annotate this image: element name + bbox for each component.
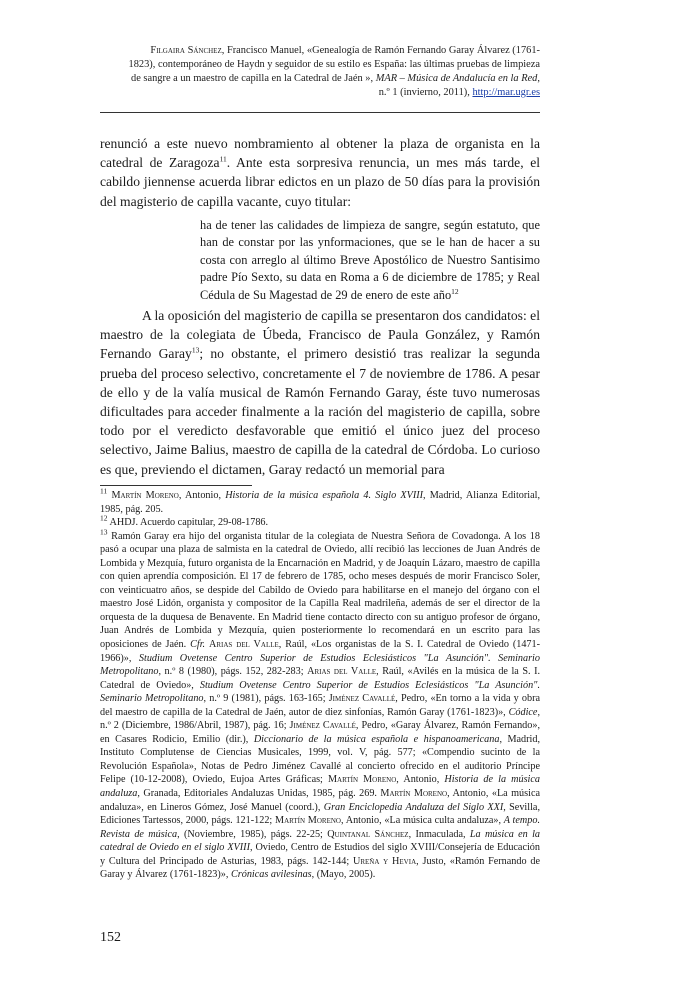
fn13-text: , Sevilla, Ediciones Tartessos, 2000, págs. 121-122; xyxy=(100,801,540,827)
paragraph-1-text-a: renunció a este nuevo nombramiento al obtener la plaza de organista en la catedral de Zaragoza xyxy=(100,136,540,171)
footnote-11-author: Martín Moreno xyxy=(111,490,179,501)
footnote-12 xyxy=(100,513,540,530)
fn13-text: , n.º 9 (1981), págs. 163-165; xyxy=(203,693,329,705)
footnote-13-number: 13 xyxy=(100,527,108,537)
fn13-title: Diccionario de la música española e hispanoamericana xyxy=(253,733,500,745)
footnote-12-number: 12 xyxy=(100,513,108,523)
fn13-title: Gran Enciclopedia Andaluza del Siglo XXI xyxy=(323,801,504,813)
paragraph-1-text-b: . Ante esta sorpresiva renuncia, un mes más tarde, el cabildo jiennense acuerda librar edictos en un plazo de 50 días para la provisión del magisterio de capilla vacante, cuyo titular: xyxy=(100,155,541,209)
journal-link[interactable]: http://mar.ugr.es xyxy=(472,87,540,98)
fn13-text: , Granada, Editoriales Andaluzas Unidas, 1985, pág. 269. xyxy=(137,788,381,800)
header-line2: 1823), contemporáneo de Haydn y seguidor de su estilo es España: las últimas pruebas de limpieza xyxy=(128,59,540,70)
fn13-text: , Antonio, «La música andaluza», en Lineros Gómez, José Manuel (coord.), xyxy=(100,788,540,813)
fn13-text: , Antonio, xyxy=(396,774,445,786)
fn13-text: , n.º 8 (1980), págs. 152, 282-283; xyxy=(158,666,308,678)
fn13-title: Historia de la música andaluza xyxy=(100,774,540,800)
paragraph-2-text-a: A la oposición del magisterio de capilla se presentaron dos candidatos: el maestro de la colegiata de Úbeda, Francisco de Paula González, y Ramón Fernando Garay xyxy=(100,308,540,362)
fn13-text: , Justo, «Ramón Fernando de Garay y Álvarez (1761-1823)», xyxy=(100,855,541,881)
footnote-11-text-b: , Madrid, Alianza Editorial, 1985, pág. 205. xyxy=(100,490,541,515)
fn13-title: La música en la catedral de Oviedo en el siglo XVIII xyxy=(100,828,541,854)
paragraph-2 xyxy=(100,306,540,479)
fn13-author: Jiménez Cavallé xyxy=(289,720,356,732)
fn13-title: Códice xyxy=(508,706,538,718)
fn13-text: Ramón Garay era hijo del organista titular de la colegiata de Nuestra Señora de Covadonga. A los 18 pasó a ocupar una plaza de salmista en la catedral de Oviedo, allí recibió las lecciones de Juan Andrés de Lombida y Mezquía, futuro organista de la Encarnación en Madrid, y de Joaquín Lázaro, maestro de capilla con quien aprendía composición. El 17 de febrero de 1785, ocho meses después de morir Francisco Soler, con veinticuatro años, se despide del Cabildo de Oviedo para habilitarse en el manejo del órgano con el maestro José Lidón, organista y compositor de la Capilla Real madrileña, además de ser el director de la orquesta de la duquesa de Benavente. En Madrid tiene contacto directo con su antiguo profesor de órgano, Juan Andrés de Lombida y Mezquía, quien posteriormente lo recomendará en un escrito para las oposiciones de Jaén. xyxy=(100,530,540,651)
paragraph-2-text-b: ; no obstante, el primero desistió tras realizar la segunda prueba del proceso selectivo, concretamente el 7 de noviembre de 1786. A pesar de ello y de la valía musical de Ramón Fernando Garay, éste tuvo numerosas dificultades para acceder finalmente a la ración del magisterio de capilla, sobre todo por el veredicto desfavorable que emitió el único juez del proceso selectivo, Jaime Balius, maestro de capilla de la catedral de Córdoba. Lo curioso es que, previendo el dictamen, Garay redactó un memorial para xyxy=(100,346,540,477)
fn13-author: Arias del Valle xyxy=(307,666,377,678)
footnote-ref-12[interactable]: 12 xyxy=(451,286,459,296)
footnote-separator xyxy=(100,485,252,486)
footnote-13 xyxy=(100,527,541,882)
header-rule xyxy=(100,112,540,113)
fn13-title: Crónicas avilesinas xyxy=(230,869,312,881)
fn13-author: Arias del Valle xyxy=(209,639,279,651)
fn13-text: , Antonio, «La música culta andaluza», xyxy=(340,815,504,827)
page-number: 152 xyxy=(100,930,121,945)
block-quote xyxy=(200,217,540,304)
header-line1: , Francisco Manuel, «Genealogía de Ramón Fernando Garay Álvarez (1761- xyxy=(221,45,540,56)
fn13-cfr: Cfr. xyxy=(190,639,206,651)
fn13-title: Studium Ovetense Centro Superior de Estudios Eclesiásticos "La Asunción". Seminario Metropolitano xyxy=(100,679,540,705)
header-comma: , xyxy=(537,73,540,84)
footnotes xyxy=(100,486,541,882)
fn13-title: A tempo. Revista de música xyxy=(100,815,541,840)
header-journal: MAR – Música de Andalucía en la Red xyxy=(375,73,538,84)
footnote-ref-11[interactable]: 11 xyxy=(219,154,227,164)
fn13-text: , (Mayo, 2005). xyxy=(311,869,376,881)
fn13-text: , Inmaculada, xyxy=(408,828,470,840)
fn13-author: Quintanal Sánchez xyxy=(327,828,409,840)
footnote-11-text-a: , Antonio, xyxy=(178,490,226,501)
header-line3: de sangre a un maestro de capilla en la Catedral de Jaén », xyxy=(131,73,376,84)
quote-text: ha de tener las calidades de limpieza de sangre, según estatuto, que han de constar por las ynformaciones, que se le han de hacer a su costa con arreglo al último Breve Apostólico de Nuestro Santisimo padre Pío Sexto, su data en Roma a 6 de diciembre de 1785; y Real Cédula de Su Magestad de 29 de enero de este año xyxy=(200,218,540,302)
fn13-text: , Raúl, «Avilés en la música de la S. I. Catedral de Oviedo», xyxy=(100,666,541,691)
header-line4: n.º 1 (invierno, 2011), xyxy=(378,87,473,98)
fn13-text: , (Noviembre, 1985), págs. 22-25; xyxy=(177,828,328,840)
fn13-author: Ureña y Hevia xyxy=(352,855,417,867)
footnote-ref-13[interactable]: 13 xyxy=(191,345,200,355)
fn13-text: , Madrid, Instituto Complutense de Ciencias Musicales, 1999, vol. V, pág. 577; «Compendio sucinto de la Revolución Española», Notas de Pedro Jiménez Cavallé al concierto ofrecido en el auditorio Príncipe Felipe (10-12-2008), Oviedo, Eujoa Artes Gráficas; xyxy=(100,733,540,786)
running-header xyxy=(100,44,540,100)
fn13-title: Studium Ovetense Centro Superior de Estudios Eclesiásticos "La Asunción". Seminario Metropolitano xyxy=(100,652,540,678)
footnote-11-title: Historia de la música española 4. Siglo XVIII xyxy=(225,490,423,501)
paragraph-1 xyxy=(100,134,540,211)
fn13-text: , Raúl, «Los organistas de la S. I. Catedral de Oviedo (1471-1966)», xyxy=(100,639,540,664)
fn13-text: , Oviedo, Centro de Estudios del siglo XVIII/Consejería de Educación y Cultura del Principado de Asturias, 1983, págs. 142-144; xyxy=(100,842,540,867)
fn13-text: , Pedro, «En torno a la vida y obra del maestro de capilla de la Catedral de Jaén, autor de diez sinfonías, Ramón Garay (1761-1823)», xyxy=(100,693,541,718)
fn13-author: Jiménez Cavallé xyxy=(328,693,396,705)
fn13-text: , n.º 2 (Diciembre, 1986/Abril, 1987), pág. 16; xyxy=(100,706,540,732)
footnote-12-text: AHDJ. Acuerdo capitular, 29-08-1786. xyxy=(109,517,269,529)
footnote-11-number: 11 xyxy=(100,486,108,496)
fn13-author: Martín Moreno xyxy=(380,788,448,800)
header-author: Filgaira Sánchez xyxy=(150,45,222,56)
fn13-text: , Pedro, «Garay Álvarez, Ramón Fernando», en Casares Rodicio, Emilio (dir.), xyxy=(100,720,540,745)
footnote-11 xyxy=(100,486,541,516)
fn13-author: Martín Moreno xyxy=(327,774,397,786)
fn13-author: Martín Moreno xyxy=(275,815,341,827)
